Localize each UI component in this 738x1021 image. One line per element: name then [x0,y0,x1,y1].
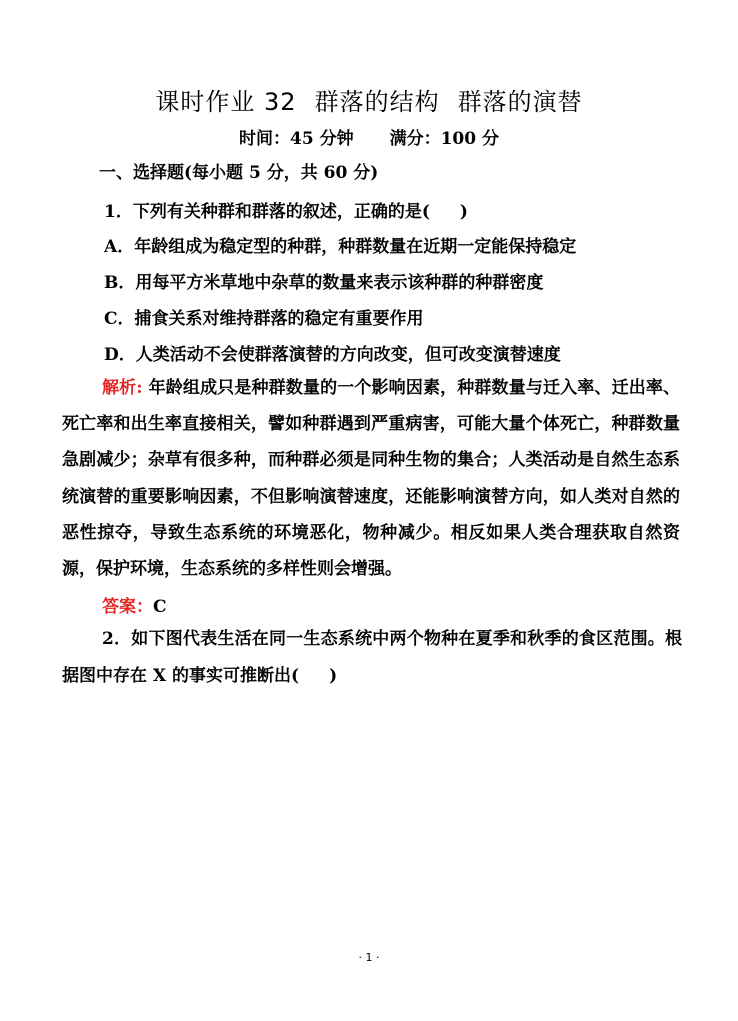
question-2-stem [62,621,682,694]
option-b: B．用每平方米草地中杂草的数量来表示该种群的种群密度 [104,273,544,293]
title-topic-succession: 群落的演替 [457,88,583,116]
page-number: · 1 · [358,951,380,964]
answer-value: C [153,597,167,617]
analysis-text: 年龄组成只是种群数量的一个影响因素，种群数量与迁入率、迁出率、死亡率和出生率直接相关，譬如种群遇到严重病害，可能大量个体死亡，种群数量急剧减少；杂草有很多种，而种群必须是同种生物的集合；人类活动是自然生态系统演替的重要影响因素，不但影响演替速度，还能影响演替方向，如人类对自然的恶性掠夺，导致生态系统的环境恶化，物种减少。相反如果人类合理获取自然资源，保护环境，生态系统的多样性则会增强。 [62,378,681,580]
option-c: C．捕食关系对维持群落的稳定有重要作用 [104,309,424,329]
option-d: D．人类活动不会使群落演替的方向改变，但可改变演替速度 [104,345,561,365]
title-topic-structure: 群落的结构 [314,88,440,116]
full-score: 满分：100 分 [389,129,499,149]
question-2-text: 2．如下图代表生活在同一生态系统中两个物种在夏季和秋季的食区范围。根据图中存在 X 的事实可推断出( [62,629,682,686]
title-lesson: 课时作业 32 [155,88,297,116]
page-title [0,82,738,117]
question-1-close: ) [459,202,468,222]
answer-line [102,592,167,617]
question-1-stem [104,197,468,222]
exam-meta [0,124,738,149]
analysis-paragraph [62,370,680,587]
section-heading: 一、选择题(每小题 5 分，共 60 分) [99,163,379,183]
question-1-text: 1．下列有关种群和群落的叙述，正确的是( [104,202,430,222]
question-2-close: ) [329,665,338,686]
analysis-label: 解析: [102,378,143,398]
time-limit: 时间：45 分钟 [239,129,354,149]
answer-label: 答案： [102,597,153,617]
option-a: A．年龄组成为稳定型的种群，种群数量在近期一定能保持稳定 [104,237,577,257]
